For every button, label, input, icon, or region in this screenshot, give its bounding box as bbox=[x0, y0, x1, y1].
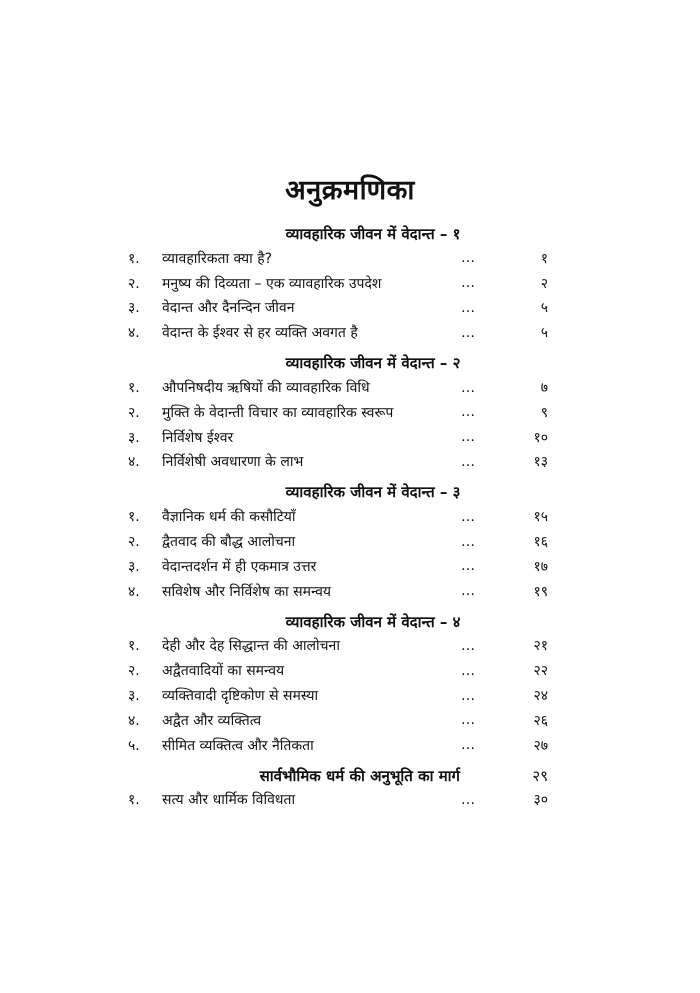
entry-page: १५ bbox=[533, 509, 548, 526]
toc-entry[interactable] bbox=[128, 320, 548, 345]
entry-page: २ bbox=[540, 275, 548, 292]
entry-number: २. bbox=[128, 663, 140, 680]
entry-page: २४ bbox=[533, 688, 548, 705]
entry-leader: … bbox=[461, 637, 475, 654]
entry-page: १९ bbox=[533, 583, 548, 600]
entry-leader: … bbox=[461, 583, 475, 600]
entry-leader: … bbox=[461, 508, 475, 525]
entry-number: ३. bbox=[128, 429, 140, 446]
toc-entry[interactable] bbox=[128, 296, 548, 321]
entry-number: १. bbox=[128, 380, 140, 397]
entry-title: मनुष्य की दिव्यता – एक व्यावहारिक उपदेश bbox=[162, 275, 382, 292]
entry-title: सत्य और धार्मिक विविधता bbox=[162, 792, 296, 809]
toc-entry[interactable] bbox=[128, 634, 548, 659]
entry-leader: … bbox=[461, 712, 475, 729]
entry-leader: … bbox=[461, 687, 475, 704]
entry-leader: … bbox=[461, 379, 475, 396]
entry-page: ५ bbox=[540, 325, 548, 342]
toc-entry[interactable] bbox=[128, 658, 548, 683]
toc-entry[interactable] bbox=[128, 271, 548, 296]
entry-title: द्वैतवाद की बौद्ध आलोचना bbox=[162, 534, 296, 551]
entry-page: १६ bbox=[533, 534, 548, 551]
toc-entry[interactable] bbox=[128, 504, 548, 529]
toc-entry[interactable] bbox=[128, 788, 548, 813]
entry-number: १. bbox=[128, 792, 140, 809]
toc-entry[interactable] bbox=[128, 708, 548, 733]
entry-page: १३ bbox=[533, 454, 548, 471]
entry-leader: … bbox=[461, 404, 475, 421]
entry-leader: … bbox=[461, 791, 475, 808]
table-of-contents bbox=[128, 222, 548, 812]
entry-number: ४. bbox=[128, 325, 140, 342]
entry-title: वैज्ञानिक धर्म की कसौटियाँ bbox=[162, 509, 296, 526]
entry-title: अद्वैत और व्यक्तित्व bbox=[162, 712, 262, 729]
entry-number: १. bbox=[128, 638, 140, 655]
entry-title: वेदान्तदर्शन में ही एकमात्र उत्तर bbox=[162, 558, 317, 575]
entry-leader: … bbox=[461, 299, 475, 316]
entry-leader: … bbox=[461, 453, 475, 470]
entry-page: २१ bbox=[533, 638, 548, 655]
entry-title: अद्वैतवादियों का समन्वय bbox=[162, 663, 285, 680]
entry-title: देही और देह सिद्धान्त की आलोचना bbox=[162, 638, 340, 655]
entry-leader: … bbox=[461, 662, 475, 679]
entry-page: २७ bbox=[533, 737, 548, 754]
entry-page: १० bbox=[533, 429, 548, 446]
entry-number: १. bbox=[128, 509, 140, 526]
entry-page: १ bbox=[540, 250, 548, 267]
entry-number: ३. bbox=[128, 688, 140, 705]
section-heading: व्यावहारिक जीवन में वेदान्त – १ bbox=[285, 225, 461, 243]
toc-entry[interactable] bbox=[128, 683, 548, 708]
entry-title: निर्विशेष ईश्वर bbox=[162, 429, 234, 446]
entry-page: १७ bbox=[533, 558, 548, 575]
entry-number: ५. bbox=[128, 737, 140, 754]
page-title: अनुक्रमणिका bbox=[285, 175, 415, 206]
toc-entry[interactable] bbox=[128, 400, 548, 425]
entry-page: २२ bbox=[533, 663, 548, 680]
entry-number: २. bbox=[128, 534, 140, 551]
entry-page: ९ bbox=[540, 404, 548, 421]
entry-number: ४. bbox=[128, 454, 140, 471]
entry-leader: … bbox=[461, 324, 475, 341]
entry-title: सीमित व्यक्तित्व और नैतिकता bbox=[162, 737, 314, 754]
section-heading: व्यावहारिक जीवन में वेदान्त – २ bbox=[285, 354, 461, 373]
entry-number: ३. bbox=[128, 300, 140, 317]
entry-page: २६ bbox=[533, 712, 548, 729]
section-heading: व्यावहारिक जीवन में वेदान्त – ४ bbox=[285, 612, 461, 631]
entry-number: ४. bbox=[128, 583, 140, 600]
entry-number: २. bbox=[128, 275, 140, 292]
toc-entry[interactable] bbox=[128, 554, 548, 579]
entry-number: १. bbox=[128, 250, 140, 267]
toc-entry[interactable] bbox=[128, 579, 548, 604]
entry-number: २. bbox=[128, 404, 140, 421]
section-heading[interactable] bbox=[128, 764, 548, 788]
entry-title: व्यक्तिवादी दृष्टिकोण से समस्या bbox=[162, 688, 319, 705]
entry-leader: … bbox=[461, 558, 475, 575]
entry-leader: … bbox=[461, 275, 475, 292]
toc-entry[interactable] bbox=[128, 733, 548, 758]
toc-entry[interactable] bbox=[128, 529, 548, 554]
entry-number: ३. bbox=[128, 558, 140, 575]
entry-title: औपनिषदीय ऋषियों की व्यावहारिक विधि bbox=[162, 380, 370, 397]
entry-leader: … bbox=[461, 737, 475, 754]
entry-page: ५ bbox=[540, 300, 548, 317]
section-heading: व्यावहारिक जीवन में वेदान्त – ३ bbox=[285, 483, 461, 502]
entry-title: वेदान्त के ईश्वर से हर व्यक्ति अवगत है bbox=[162, 325, 358, 342]
toc-entry[interactable] bbox=[128, 425, 548, 450]
entry-title: मुक्ति के वेदान्ती विचार का व्यावहारिक स्वरूप bbox=[162, 404, 394, 421]
section-heading-page: २९ bbox=[532, 766, 548, 785]
entry-title: सविशेष और निर्विशेष का समन्वय bbox=[162, 583, 332, 600]
entry-leader: … bbox=[461, 429, 475, 446]
toc-entry[interactable] bbox=[128, 375, 548, 400]
toc-entry[interactable] bbox=[128, 246, 548, 271]
entry-title: वेदान्त और दैनन्दिन जीवन bbox=[162, 300, 295, 317]
section-heading-text: सार्वभौमिक धर्म की अनुभूति का मार्ग bbox=[259, 766, 460, 785]
entry-page: ३० bbox=[533, 792, 548, 809]
entry-leader: … bbox=[461, 533, 475, 550]
entry-number: ४. bbox=[128, 712, 140, 729]
entry-title: निर्विशेषी अवधारणा के लाभ bbox=[162, 454, 304, 471]
toc-entry[interactable] bbox=[128, 450, 548, 475]
entry-page: ७ bbox=[540, 380, 548, 397]
entry-title: व्यावहारिकता क्या है? bbox=[162, 250, 273, 267]
entry-leader: … bbox=[461, 250, 475, 267]
